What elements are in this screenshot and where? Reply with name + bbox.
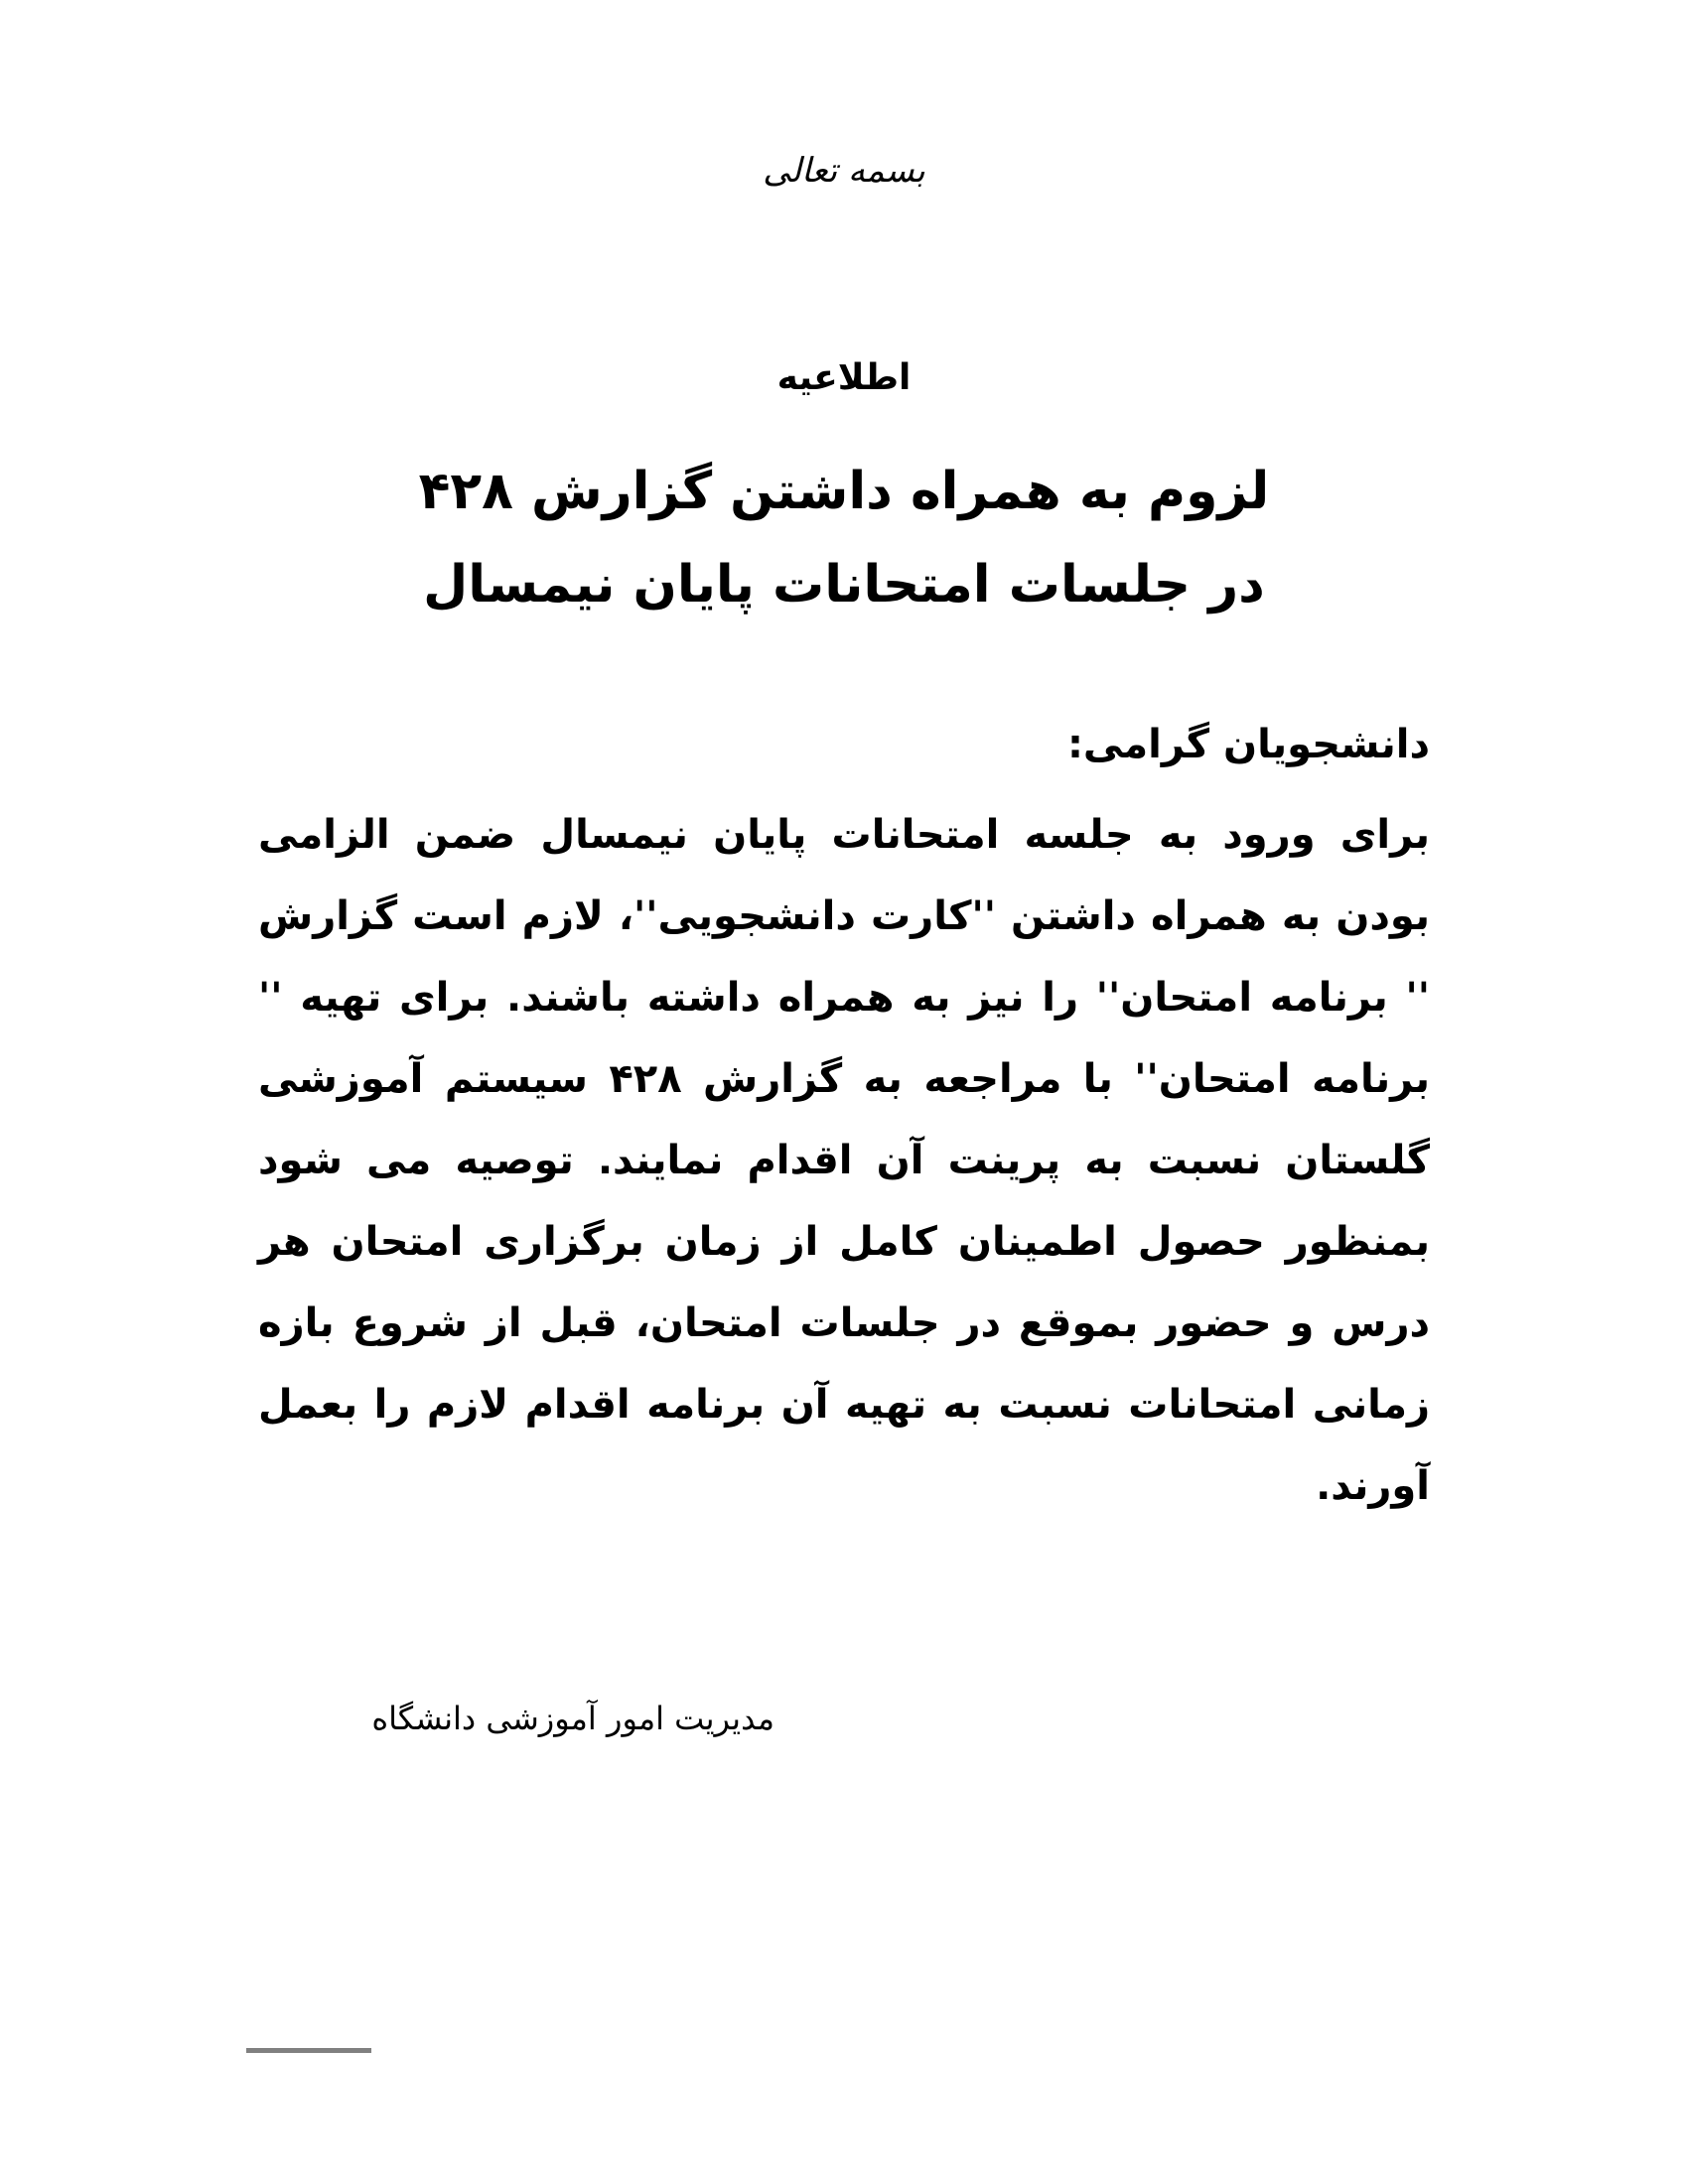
invocation-header: بسمه تعالی — [763, 151, 925, 191]
footnote-divider — [246, 2048, 371, 2053]
title-line-1: لزوم به همراه داشتن گزارش ۴۲۸ — [418, 462, 1270, 521]
document-title — [248, 445, 1440, 631]
title-line-2: در جلسات امتحانات پایان نیمسال — [423, 555, 1265, 614]
body-paragraph: برای ورود به جلسه امتحانات پایان نیمسال ضمن الزامی بودن به همراه داشتن ''کارت دانشجویی''، لازم است گزارش '' برنامه امتحان'' را نیز به همراه داشته باشند. برای تهیه '' برنامه امتحان'' با مراجعه به گزارش ۴۲۸ سیستم آموزشی گلستان نسبت به پرینت آن اقدام نمایند. توصیه می شود بمنظور حصول اطمینان کامل از زمان برگزاری امتحان هر درس و حضور بموقع در جلسات امتحان، قبل از شروع بازه زمانی امتحانات نسبت به تهیه آن برنامه اقدام لازم را بعمل آورند. — [258, 812, 1430, 1509]
salutation: دانشجویان گرامی: — [1066, 722, 1430, 767]
notice-label: اطلاعیه — [776, 357, 912, 398]
signature: مدیریت امور آموزشی دانشگاه — [371, 1700, 774, 1737]
